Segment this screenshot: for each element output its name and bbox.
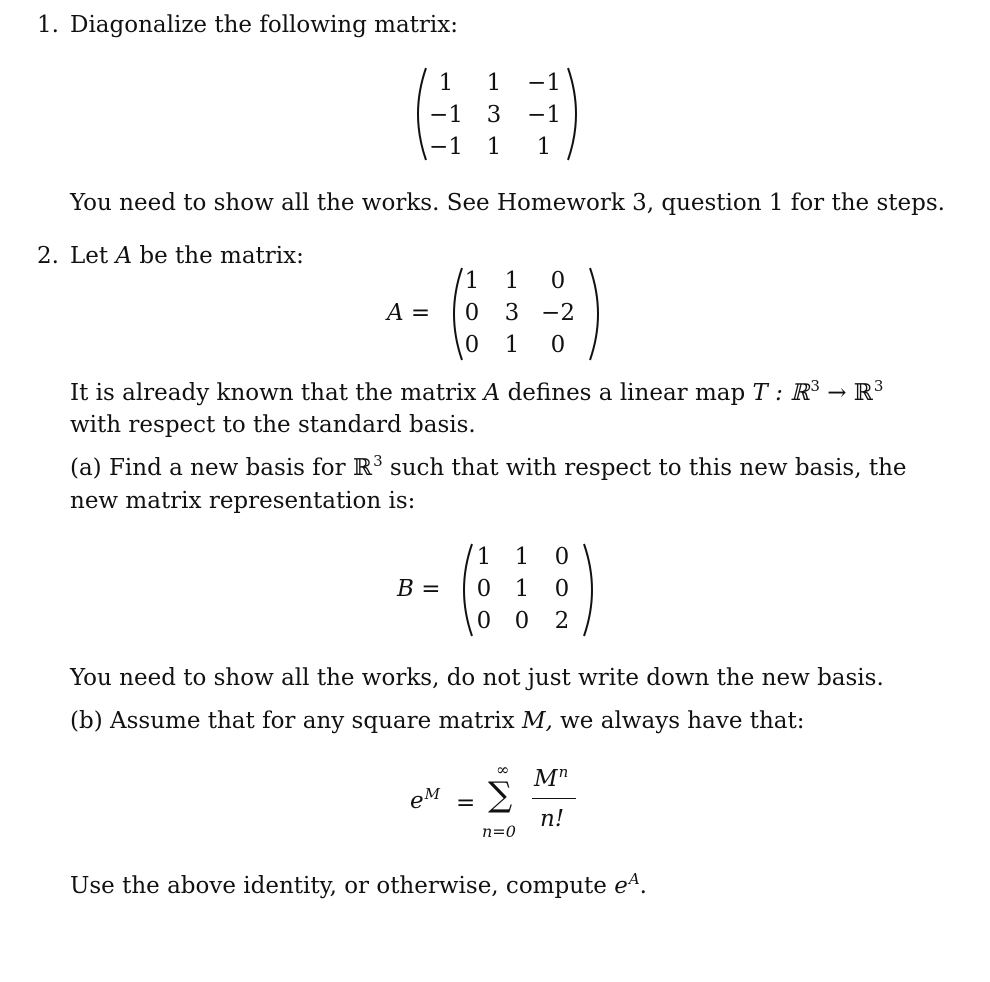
A-cell-0-0: 1 — [464, 268, 480, 294]
B-cell-2-0: 0 — [476, 608, 492, 634]
q2-matrix-label: A = — [387, 300, 431, 326]
q1-cell-0-1: 1 — [486, 70, 502, 96]
sum-symbol: ∑ — [488, 775, 513, 815]
part-a-matrix-label: B = — [397, 576, 441, 602]
A-cell-1-2: −2 — [541, 300, 575, 326]
q1-cell-0-0: 1 — [438, 70, 454, 96]
q1-note: You need to show all the works. See Homework 3, question 1 for the steps. — [70, 190, 945, 216]
B-cell-0-1: 1 — [514, 544, 530, 570]
A-cell-2-1: 1 — [504, 332, 520, 358]
fraction-bar — [532, 798, 576, 799]
A-cell-2-2: 0 — [550, 332, 566, 358]
part-a-line2: new matrix representation is: — [70, 488, 416, 514]
formula-lhs: $e^M$ — [410, 785, 440, 814]
q2-prompt: Let A be the matrix: — [70, 243, 304, 269]
q2-number: 2. — [37, 243, 59, 269]
part-b-line: (b) Assume that for any square matrix M, we always have that: — [70, 708, 805, 734]
fraction-denominator: n! — [540, 806, 565, 832]
q1-prompt: Diagonalize the following matrix: — [70, 12, 458, 38]
q1-cell-0-2: −1 — [527, 70, 561, 96]
A-cell-2-0: 0 — [464, 332, 480, 358]
B-cell-2-1: 0 — [514, 608, 530, 634]
A-cell-1-1: 3 — [504, 300, 520, 326]
B-cell-1-1: 1 — [514, 576, 530, 602]
q1-cell-1-2: −1 — [527, 102, 561, 128]
B-cell-1-2: 0 — [554, 576, 570, 602]
part-b-final-line: Use the above identity, or otherwise, compute $e^A$. — [70, 870, 647, 899]
q1-cell-1-1: 3 — [486, 102, 502, 128]
exponential-series-formula — [410, 760, 590, 850]
q1-cell-1-0: −1 — [429, 102, 463, 128]
part-a-note: You need to show all the works, do not just write down the new basis. — [70, 665, 884, 691]
B-cell-1-0: 0 — [476, 576, 492, 602]
sum-upper-limit: ∞ — [496, 760, 510, 779]
A-cell-0-2: 0 — [550, 268, 566, 294]
q2-context-line1: It is already known that the matrix A defines a linear map T : ℝ$^3$ → ℝ$^3$ — [70, 377, 884, 406]
sum-lower-limit: n=0 — [482, 822, 516, 841]
B-cell-2-2: 2 — [554, 608, 570, 634]
fraction-numerator: $M^n$ — [534, 763, 569, 792]
q1-cell-2-1: 1 — [486, 134, 502, 160]
B-cell-0-2: 0 — [554, 544, 570, 570]
part-a-line1: (a) Find a new basis for ℝ$^3$ such that with respect to this new basis, the — [70, 452, 907, 481]
q1-cell-2-2: 1 — [536, 134, 552, 160]
q1-matrix — [412, 64, 582, 164]
q2-context-line2: with respect to the standard basis. — [70, 412, 476, 438]
A-cell-0-1: 1 — [504, 268, 520, 294]
B-cell-0-0: 1 — [476, 544, 492, 570]
q1-cell-2-0: −1 — [429, 134, 463, 160]
part-a-matrix-B — [458, 540, 598, 640]
formula-equals: = — [456, 790, 476, 816]
q2-matrix-A — [448, 264, 604, 364]
A-cell-1-0: 0 — [464, 300, 480, 326]
q1-number: 1. — [37, 12, 59, 38]
